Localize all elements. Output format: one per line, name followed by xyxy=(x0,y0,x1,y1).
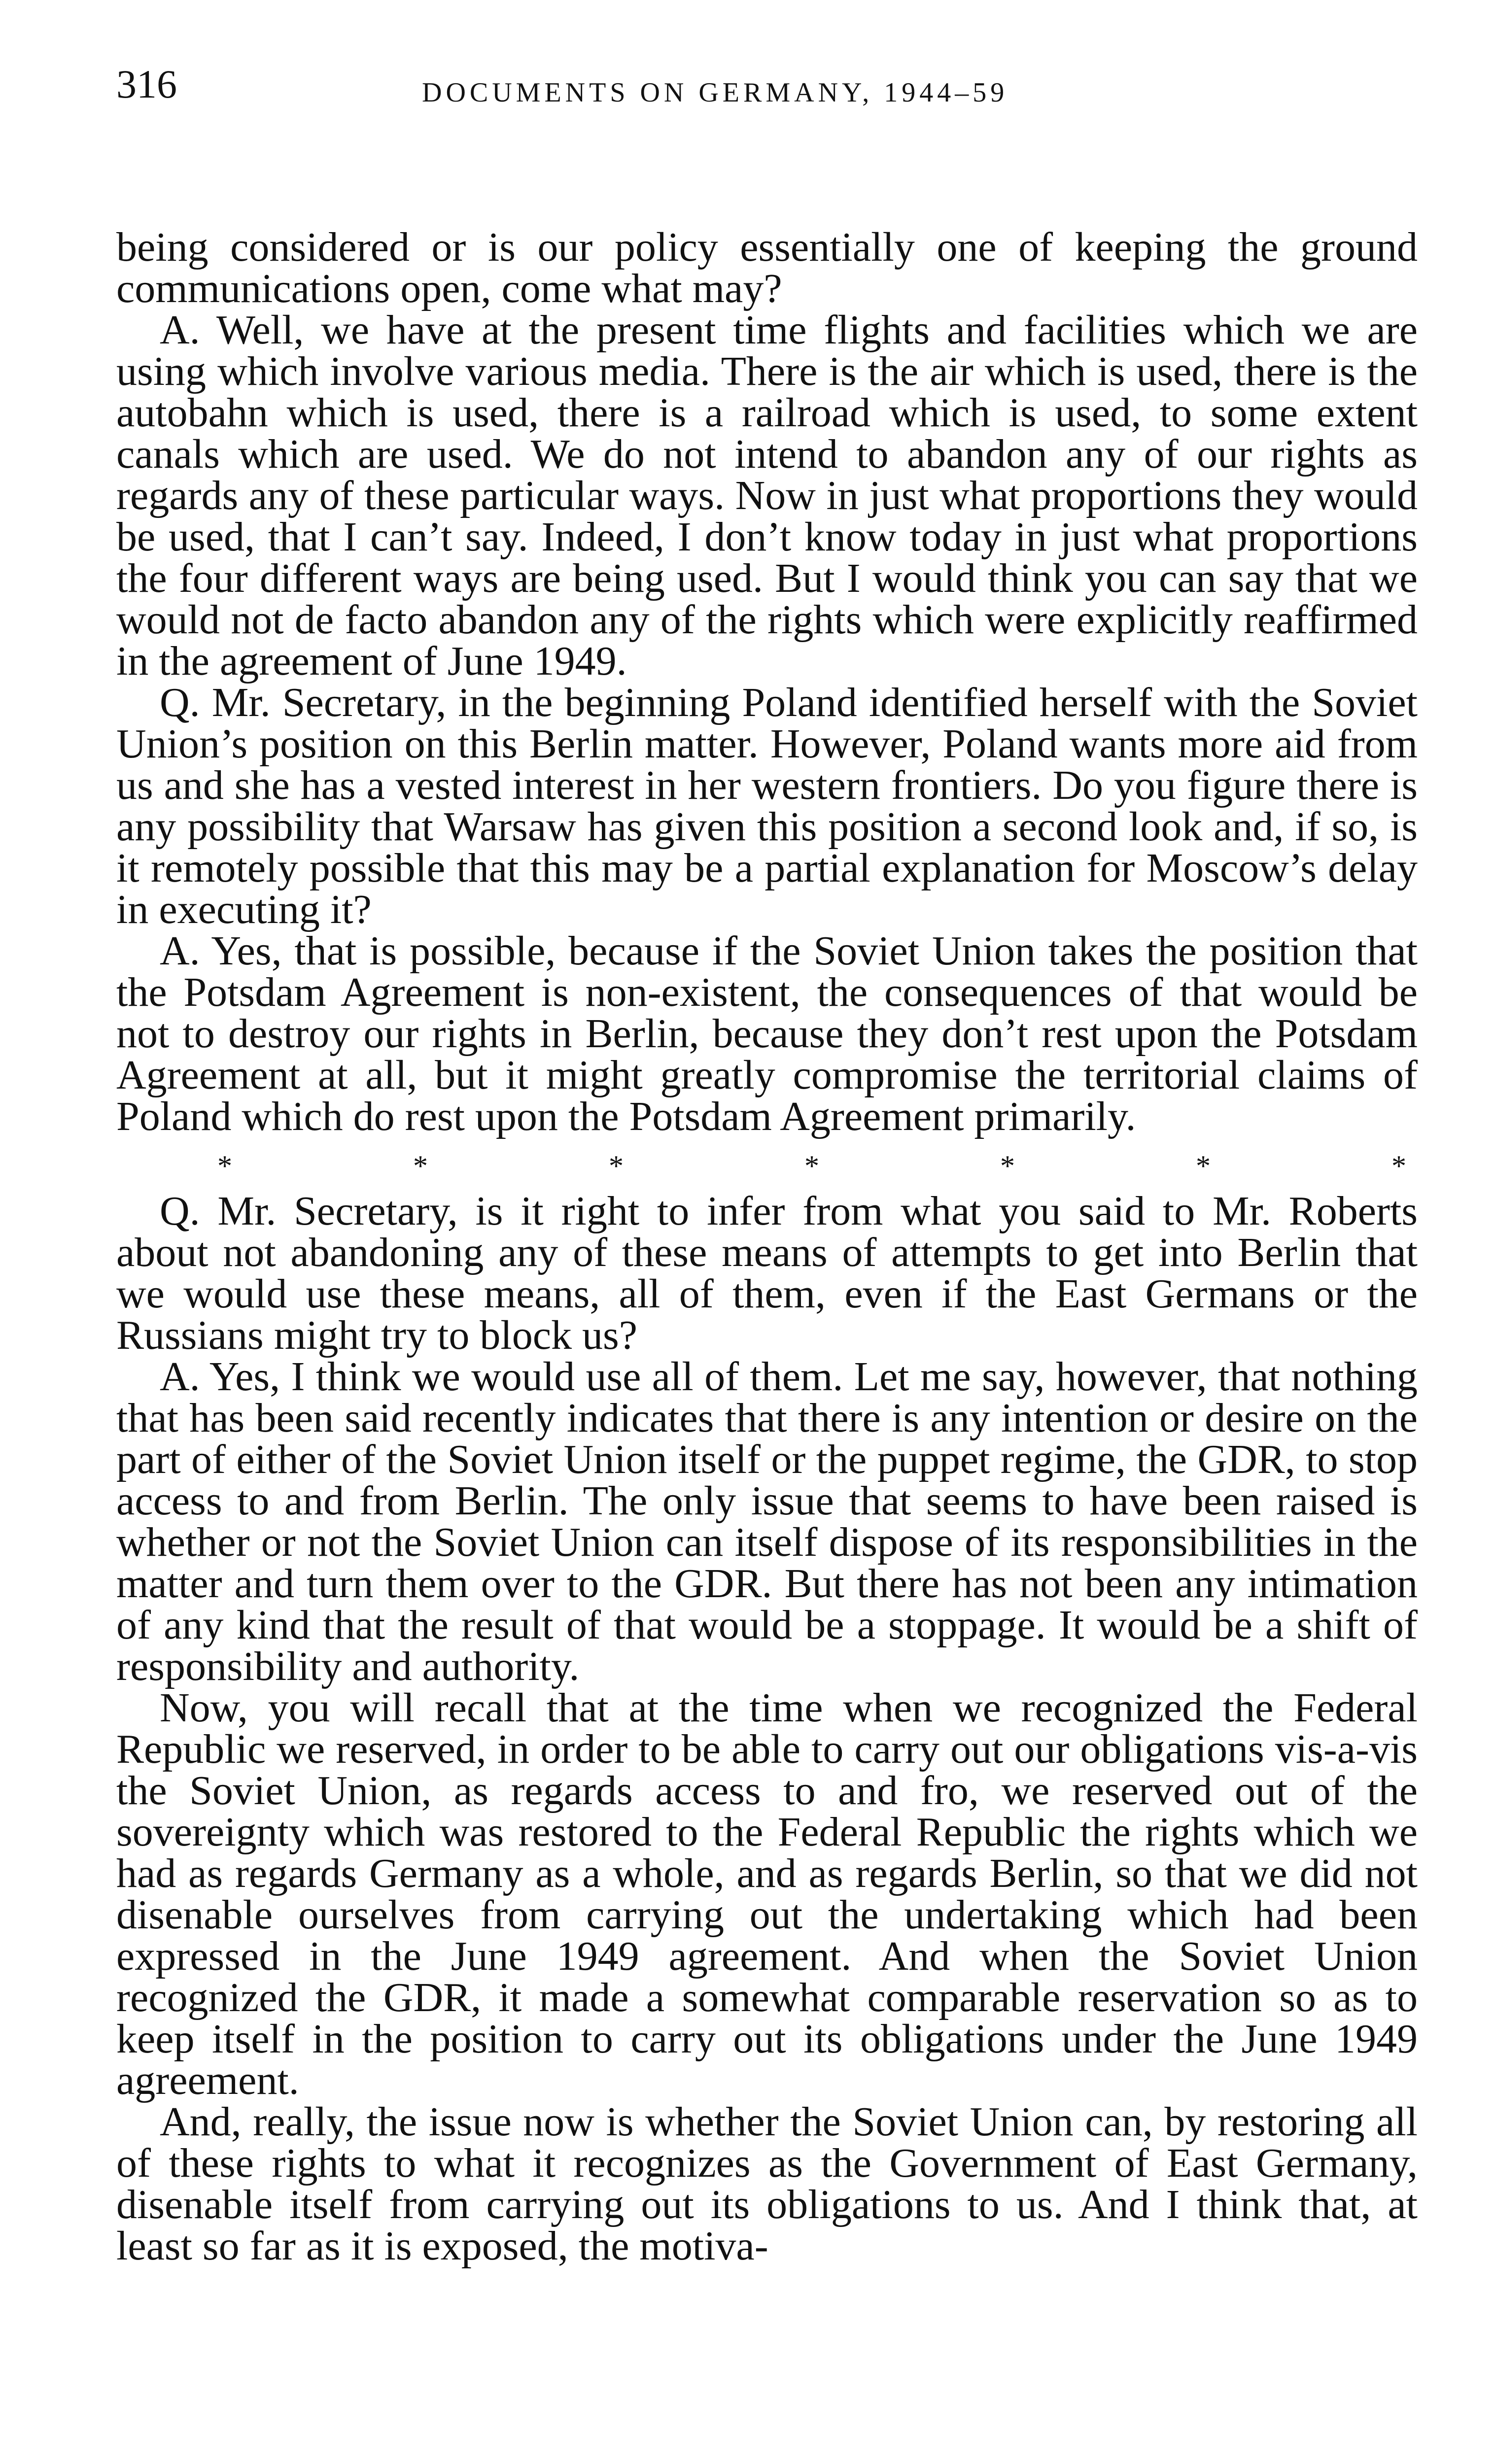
separator-asterisk: * xyxy=(609,1150,624,1182)
paragraph: Now, you will recall that at the time when we recognized the Federal Republic we reserved, in order to be able to carry out our obligations vis-a-vis the Soviet Union, as regards access to and fro, we reserved out of the sovereignty which was restored to the Federal Republic the rights which we had as regards Germany as a whole, and as regards Berlin, so that we did not disenable ourselves from carrying out the undertaking which had been expressed in the June 1949 agreement. And when the Soviet Union recognized the GDR, it made a somewhat comparable reservation so as to keep itself in the position to carry out its obligations under the June 1949 agreement. xyxy=(116,1685,1418,2103)
paragraph: Q. Mr. Secretary, is it right to infer from what you said to Mr. Roberts about not abandoning any of these means of attempts to get into Berlin that we would use these means, all of them, even if the East Germans or the Russians might try to block us? xyxy=(116,1188,1418,1358)
separator-asterisk: * xyxy=(413,1150,428,1182)
separator-asterisk: * xyxy=(1391,1150,1406,1182)
body-text xyxy=(116,224,1418,2269)
document-page xyxy=(116,64,1418,2454)
paragraph: And, really, the issue now is whether the Soviet Union can, by restoring all of these rights to what it recognizes as the Government of East Germany, disenable itself from carrying out its obligations to us. And I think that, at least so far as it is exposed, the motiva- xyxy=(116,2099,1418,2269)
page-header xyxy=(116,64,1418,123)
separator-asterisk: * xyxy=(217,1150,232,1182)
paragraph: Q. Mr. Secretary, in the beginning Poland identified herself with the Soviet Union’s position on this Berlin matter. However, Poland wants more aid from us and she has a vested interest in her western frontiers. Do you figure there is any possibility that Warsaw has given this position a second look and, if so, is it remotely possible that this may be a partial explanation for Moscow’s delay in executing it? xyxy=(116,680,1418,932)
separator-asterisk: * xyxy=(1000,1150,1015,1182)
running-head: DOCUMENTS ON GERMANY, 1944–59 xyxy=(422,77,1008,108)
separator-asterisk: * xyxy=(804,1150,819,1182)
paragraph: A. Well, we have at the present time flights and facilities which we are using which involve various media. There is the air which is used, there is the autobahn which is used, there is a railroad which is used, to some extent canals which are used. We do not intend to abandon any of our rights as regards any of these particular ways. Now in just what proportions they would be used, that I can’t say. Indeed, I don’t know today in just what proportions the four different ways are being used. But I would think you can say that we would not de facto abandon any of the rights which were explicitly reaffirmed in the agreement of June 1949. xyxy=(116,307,1418,684)
page-number: 316 xyxy=(116,62,177,106)
paragraph: being considered or is our policy essentially one of keeping the ground communications open, come what may? xyxy=(116,224,1418,311)
separator-asterisk: * xyxy=(1196,1150,1211,1182)
paragraph: A. Yes, that is possible, because if the Soviet Union takes the position that the Potsdam Agreement is non-existent, the consequences of that would be not to destroy our rights in Berlin, because they don’t rest upon the Potsdam Agreement at all, but it might greatly compromise the territorial claims of Poland which do rest upon the Potsdam Agreement primarily. xyxy=(116,928,1418,1139)
section-separator xyxy=(116,1137,1418,1191)
paragraph: A. Yes, I think we would use all of them. Let me say, however, that nothing that has been said recently indicates that there is any intention or desire on the part of either of the Soviet Union itself or the puppet regime, the GDR, to stop access to and from Berlin. The only issue that seems to have been raised is whether or not the Soviet Union can itself dispose of its responsibilities in the matter and turn them over to the GDR. But there has not been any intimation of any kind that the result of that would be a stoppage. It would be a shift of responsibility and authority. xyxy=(116,1354,1418,1689)
